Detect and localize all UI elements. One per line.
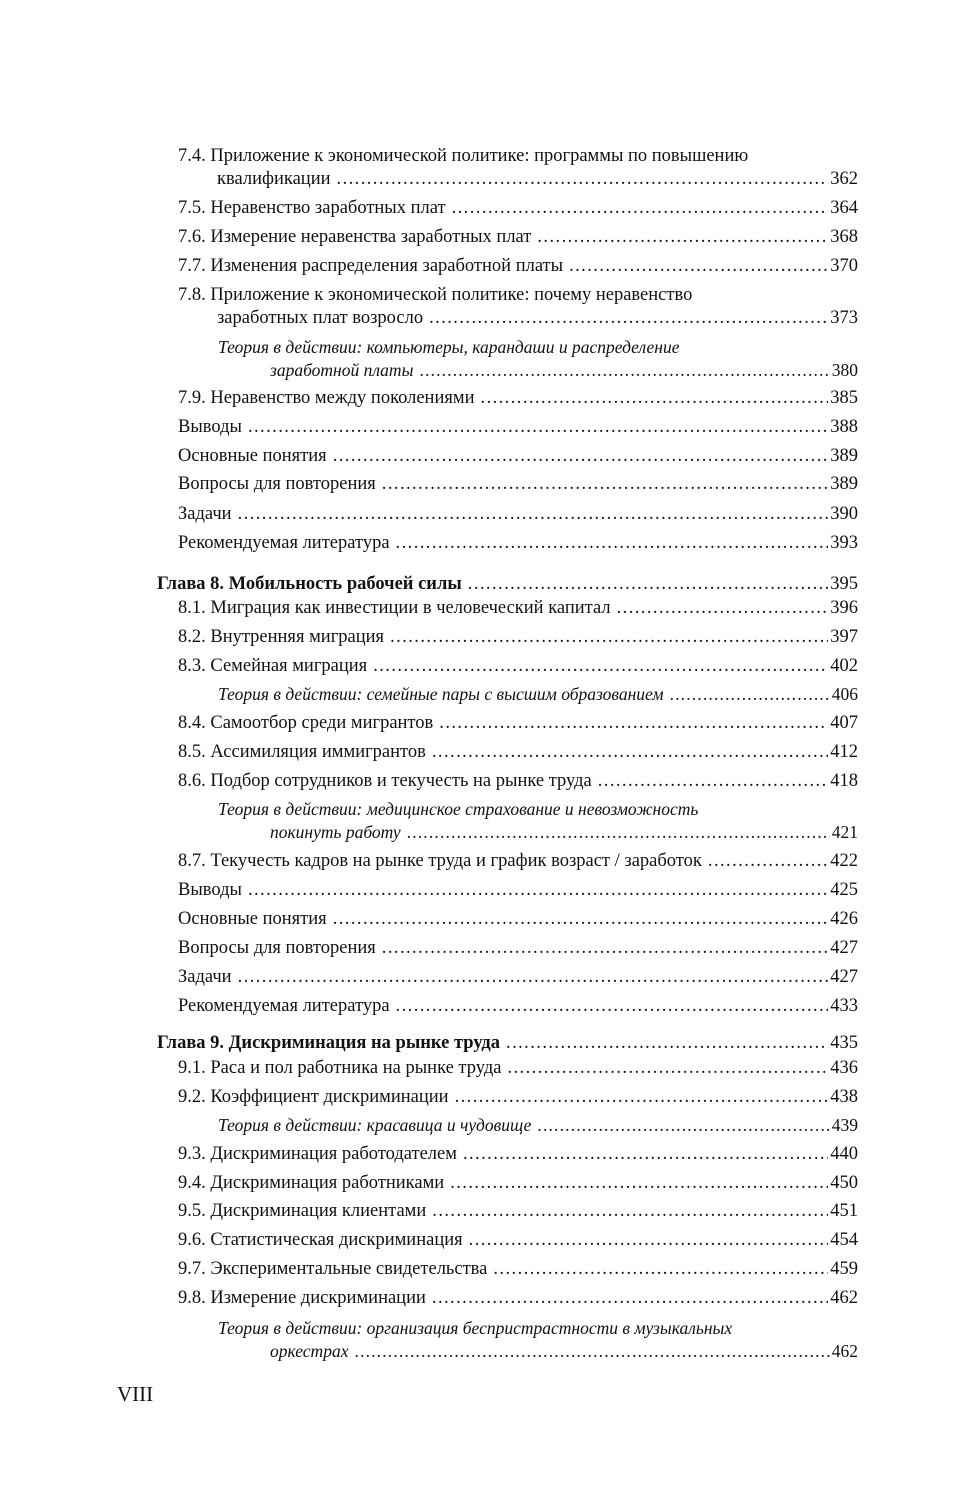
toc-entry-title: Теория в действии: красавица и чудовище	[218, 1115, 532, 1135]
toc-entry-title: Рекомендуемая литература	[178, 996, 390, 1016]
toc-entry	[0, 197, 858, 220]
toc-entry-title: 8.4. Самоотбор среди мигрантов	[178, 713, 434, 733]
toc-entry-page: 426	[830, 909, 858, 929]
dot-leader	[419, 359, 829, 382]
dot-leader	[396, 995, 829, 1018]
toc-entry-title: 9.1. Раса и пол работника на рынке труда	[178, 1058, 502, 1078]
dot-leader	[469, 1229, 829, 1252]
toc-entry-title: 9.7. Экспериментальные свидетельства	[178, 1259, 488, 1279]
toc-entry-title: 8.2. Внутренняя миграция	[178, 627, 385, 647]
dot-leader	[617, 597, 829, 620]
toc-entry-page: 362	[830, 169, 858, 189]
toc-entry-title-line: 7.4. Приложение к экономической политике: программы по повышению	[178, 146, 749, 166]
toc-entry-title: заработных плат возросло	[217, 308, 424, 328]
toc-entry-title: 9.3. Дискриминация работодателем	[178, 1144, 457, 1164]
toc-entry-title: Основные понятия	[178, 446, 327, 466]
dot-leader	[480, 387, 828, 410]
toc-entry-page: 438	[830, 1087, 858, 1107]
toc-entry-page: 389	[830, 474, 858, 494]
toc-entry-page: 373	[830, 308, 858, 328]
toc-entry	[0, 473, 858, 496]
toc-entry	[0, 284, 858, 330]
toc-entry	[0, 741, 858, 764]
toc-entry	[0, 226, 858, 249]
toc-entry	[0, 1258, 858, 1281]
toc-entry-page: 364	[830, 198, 858, 218]
toc-entry-title: 7.7. Изменения распределения заработной платы	[178, 256, 564, 276]
toc-entry	[0, 597, 858, 620]
toc-entry-title-line: 7.8. Приложение к экономической политике: почему неравенство	[178, 285, 693, 305]
dot-leader	[429, 307, 828, 330]
toc-entry	[0, 387, 858, 410]
toc-entry-page: 402	[830, 656, 858, 676]
dot-leader	[407, 821, 830, 844]
toc-entry-page: 388	[830, 417, 858, 437]
toc-entry-title: Вопросы для повторения	[178, 474, 376, 494]
dot-leader	[450, 1172, 828, 1195]
toc-entry	[0, 1229, 858, 1252]
toc-entry-title: 9.4. Дискриминация работниками	[178, 1173, 445, 1193]
toc-entry-title: квалификации	[217, 169, 331, 189]
toc-entry-page: 421	[831, 822, 858, 842]
toc-entry-page: 459	[830, 1259, 858, 1279]
toc-entry-page: 389	[830, 446, 858, 466]
dot-leader	[506, 1032, 828, 1055]
toc-entry-title: 9.2. Коэффициент дискриминации	[178, 1087, 449, 1107]
toc-entry	[0, 850, 858, 873]
dot-leader	[537, 226, 828, 249]
dot-leader	[507, 1057, 828, 1080]
dot-leader	[337, 168, 829, 191]
toc-entry-page: 450	[830, 1173, 858, 1193]
toc-entry-page: 422	[830, 851, 858, 871]
dot-leader	[670, 683, 830, 706]
toc-entry-title: 8.7. Текучесть кадров на рынке труда и график возраст / заработок	[178, 851, 702, 871]
toc-entry-page: 395	[830, 574, 858, 594]
dot-leader	[432, 741, 828, 764]
dot-leader	[333, 908, 829, 931]
toc-entry-page: 418	[830, 771, 858, 791]
dot-leader	[382, 473, 828, 496]
toc-entry-title: 9.8. Измерение дискриминации	[178, 1288, 426, 1308]
toc-entry	[0, 255, 858, 278]
dot-leader	[452, 197, 829, 220]
toc-entry	[0, 336, 858, 382]
toc-entry	[0, 683, 858, 706]
toc-entry	[0, 626, 858, 649]
toc-entry-title: Вопросы для повторения	[178, 938, 376, 958]
toc-entry-page: 427	[830, 967, 858, 987]
toc-entry	[0, 712, 858, 735]
toc-entry-page: 390	[830, 504, 858, 524]
dot-leader	[493, 1258, 828, 1281]
toc-entry-page: 451	[830, 1201, 858, 1221]
dot-leader	[432, 1287, 828, 1310]
toc-entry-page: 427	[830, 938, 858, 958]
toc-entry-title: Выводы	[178, 417, 242, 437]
dot-leader	[455, 1086, 829, 1109]
toc-entry-page: 368	[830, 227, 858, 247]
toc-entry-title: Основные понятия	[178, 909, 327, 929]
dot-leader	[468, 573, 828, 596]
toc-entry	[0, 798, 858, 844]
toc-entry-page: 412	[830, 742, 858, 762]
dot-leader	[432, 1200, 828, 1223]
dot-leader	[238, 966, 829, 989]
toc-entry-page: 433	[830, 996, 858, 1016]
chapter-entry	[0, 1032, 858, 1055]
toc-entry-title: оркестрах	[270, 1341, 349, 1361]
toc-entry-title: Теория в действии: семейные пары с высшим образованием	[218, 684, 664, 704]
toc-entry-title: Задачи	[178, 504, 232, 524]
toc-entry	[0, 1143, 858, 1166]
toc-entry-title: Выводы	[178, 880, 242, 900]
toc-entry-page: 425	[830, 880, 858, 900]
toc-entry	[0, 995, 858, 1018]
toc-entry	[0, 1086, 858, 1109]
toc-entry-title: Глава 8. Мобильность рабочей силы	[157, 574, 462, 594]
dot-leader	[248, 416, 828, 439]
dot-leader	[569, 255, 828, 278]
toc-entry-title-line: Теория в действии: медицинское страхование и невозможность	[218, 799, 699, 819]
toc-entry-page: 440	[830, 1144, 858, 1164]
toc-entry	[0, 770, 858, 793]
toc-entry-title: Глава 9. Дискриминация на рынке труда	[157, 1033, 501, 1053]
toc-entry-page: 406	[831, 684, 858, 704]
dot-leader	[708, 850, 828, 873]
dot-leader	[373, 655, 828, 678]
toc-entry	[0, 1287, 858, 1310]
toc-entry	[0, 416, 858, 439]
dot-leader	[463, 1143, 828, 1166]
toc-entry-title: 8.5. Ассимиляция иммигрантов	[178, 742, 426, 762]
toc-entry	[0, 1057, 858, 1080]
toc-entry	[0, 908, 858, 931]
dot-leader	[333, 445, 829, 468]
toc-entry-page: 462	[831, 1341, 858, 1361]
toc-entry	[0, 655, 858, 678]
dot-leader	[382, 937, 828, 960]
dot-leader	[396, 532, 829, 555]
toc-entry-title: покинуть работу	[270, 822, 401, 842]
toc-entry-page: 370	[830, 256, 858, 276]
toc-entry	[0, 445, 858, 468]
toc-entry-title: 7.6. Измерение неравенства заработных плат	[178, 227, 532, 247]
toc-entry-page: 385	[830, 388, 858, 408]
toc-entry	[0, 1114, 858, 1137]
toc-entry-page: 436	[830, 1058, 858, 1078]
toc-entry-title: 8.6. Подбор сотрудников и текучесть на рынке труда	[178, 771, 592, 791]
toc-entry-title: Задачи	[178, 967, 232, 987]
toc-entry-page: 462	[830, 1288, 858, 1308]
toc-entry-title: Рекомендуемая литература	[178, 533, 390, 553]
toc-entry	[0, 1200, 858, 1223]
dot-leader	[248, 879, 828, 902]
toc-entry-title-line: Теория в действии: компьютеры, карандаши и распределение	[218, 337, 680, 357]
toc-entry	[0, 966, 858, 989]
toc-entry-title: заработной платы	[270, 360, 414, 380]
toc-entry-page: 439	[831, 1115, 858, 1135]
dot-leader	[390, 626, 828, 649]
toc-entry	[0, 1317, 858, 1363]
page-number: VIII	[117, 1382, 154, 1406]
toc-entry	[0, 937, 858, 960]
toc-entry	[0, 1172, 858, 1195]
toc-entry-page: 435	[830, 1033, 858, 1053]
toc-entry-page: 397	[830, 627, 858, 647]
toc-entry-page: 396	[830, 598, 858, 618]
toc-entry	[0, 503, 858, 526]
dot-leader	[354, 1340, 829, 1363]
dot-leader	[439, 712, 828, 735]
toc-entry-title: 8.3. Семейная миграция	[178, 656, 368, 676]
toc-entry	[0, 532, 858, 555]
dot-leader	[598, 770, 829, 793]
toc-entry-title: 9.5. Дискриминация клиентами	[178, 1201, 427, 1221]
toc-entry-title-line: Теория в действии: организация беспристрастности в музыкальных	[218, 1318, 733, 1338]
toc-entry-title: 8.1. Миграция как инвестиции в человеческий капитал	[178, 598, 611, 618]
toc-entry-page: 407	[830, 713, 858, 733]
dot-leader	[537, 1114, 829, 1137]
toc-entry	[0, 879, 858, 902]
chapter-entry	[0, 573, 858, 596]
dot-leader	[238, 503, 829, 526]
toc-entry-page: 380	[831, 360, 858, 380]
toc-entry-title: 7.5. Неравенство заработных плат	[178, 198, 446, 218]
toc-entry-title: 9.6. Статистическая дискриминация	[178, 1230, 463, 1250]
toc-entry-page: 454	[830, 1230, 858, 1250]
toc-entry-page: 393	[830, 533, 858, 553]
toc-entry-title: 7.9. Неравенство между поколениями	[178, 388, 475, 408]
toc-entry	[0, 145, 858, 191]
